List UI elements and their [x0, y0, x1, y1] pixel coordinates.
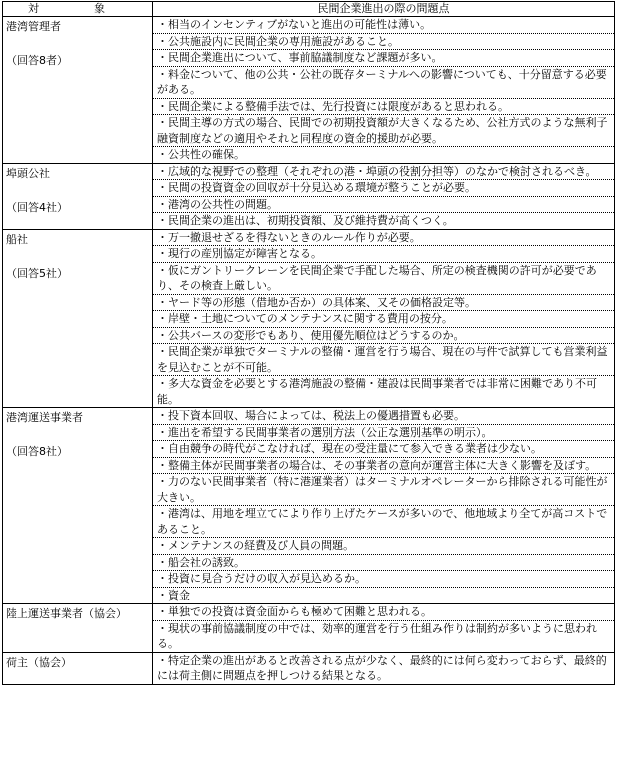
issues-cell: [153, 17, 615, 164]
issues-list: [153, 408, 614, 603]
category-cell: [3, 163, 153, 229]
table-row: [3, 163, 615, 229]
category-name: 港湾運送事業者: [6, 411, 83, 424]
issues-list: [153, 604, 614, 652]
issues-cell: [153, 163, 615, 229]
issue-item: ・ 特定企業の進出があると改善される点が少なく、最終的には何ら変わっておらず、最終的には荷主側に問題点を押しつける結果となる。: [153, 653, 614, 684]
issue-item: ・ 単独での投資は資金面からも極めて困難と思われる。: [153, 604, 614, 621]
issue-item: ・ 投資に見合うだけの収入が見込めるか。: [153, 571, 614, 588]
category-name: 埠頭公社: [6, 166, 50, 180]
table-row: [3, 604, 615, 653]
issues-list: [153, 164, 614, 229]
issue-item: ・ 現行の産別協定が障害となる。: [153, 246, 614, 263]
issue-item: ・ 船会社の誘致。: [153, 555, 614, 572]
category-cell: [3, 229, 153, 408]
issue-item: ・ 力のない民間事業者（特に港運業者）はターミナルオペレーターから排除される可能性が大きい。: [153, 474, 614, 506]
respondent-count: （回答8者）: [6, 54, 68, 67]
table-row: [3, 652, 615, 684]
issue-item: ・ 進出を希望する民間事業者の選別方法（公正な選別基準の明示）。: [153, 425, 614, 442]
header-problems: 民間企業進出の際の問題点: [153, 2, 615, 17]
issue-item: ・ 民間企業による整備手法では、先行投資には限度があると思われる。: [153, 99, 614, 116]
issue-item: ・ 民間の投資資金の回収が十分見込める環境が整うことが必要。: [153, 180, 614, 197]
issues-cell: [153, 604, 615, 653]
table-row: [3, 229, 615, 408]
issue-item: ・ 広域的な視野での整理（それぞれの港・埠頭の役割分担等）のなかで検討されるべき。: [153, 164, 614, 181]
issues-list: [153, 230, 614, 408]
issue-item: ・ 資金: [153, 588, 614, 604]
category-name: 陸上運送事業者（協会）: [6, 607, 127, 620]
issues-cell: [153, 229, 615, 408]
respondent-count: （回答4社）: [6, 200, 68, 214]
issue-item: ・ 整備主体が民間事業者の場合は、その事業者の意向が運営主体に大きく影響を及ぼす。: [153, 458, 614, 475]
category-cell: [3, 604, 153, 653]
issue-item: ・ 相当のインセンティブがないと進出の可能性は薄い。: [153, 17, 614, 34]
category-cell: [3, 408, 153, 604]
issue-item: ・ 民間企業進出について、事前脇議制度など課題が多い。: [153, 50, 614, 67]
issue-item: ・ 民間企業の進出は、初期投資額、及び維持費が高くつく。: [153, 213, 614, 229]
issue-item: ・ 港湾の公共性の問題。: [153, 197, 614, 214]
issue-item: ・ 公共施設内に民間企業の専用施設があること。: [153, 34, 614, 51]
problems-table: [2, 1, 615, 685]
category-name: 船社: [6, 232, 28, 246]
issue-item: ・ ヤード等の形態（借地か否か）の具体案、又その価格設定等。: [153, 295, 614, 312]
table-body: [3, 17, 615, 685]
issues-cell: [153, 408, 615, 604]
table-row: [3, 17, 615, 164]
category-name: 荷主（協会）: [6, 655, 72, 669]
issue-item: ・ 多大な資金を必要とする港湾施設の整備・建設は民間事業者では非常に困難であり不可能。: [153, 376, 614, 407]
issue-item: ・ 港湾は、用地を埋立てにより作り上げたケースが多いので、他地域より全てが高コストであること。: [153, 506, 614, 538]
category-name: 港湾管理者: [6, 20, 61, 33]
issue-item: ・ 公共性の確保。: [153, 147, 614, 163]
issues-list: [153, 17, 614, 163]
issue-item: ・ 投下資本回収、場合によっては、税法上の優遇措置も必要。: [153, 408, 614, 425]
issue-item: ・ 料金について、他の公共・公社の既存ターミナルへの影響についても、十分留意する必要がある。: [153, 67, 614, 99]
issue-item: ・ 仮にガントリークレーンを民間企業で手配した場合、所定の検査機関の許可が必要であり、その検査上厳しい。: [153, 263, 614, 295]
table-row: [3, 408, 615, 604]
issue-item: ・ 民間主導の方式の場合、民間での初期投資額が大きくなるため、公社方式のような無利子融資制度などの適用やそれと同程度の資金的援助が必要。: [153, 115, 614, 147]
issue-item: ・ 現状の事前協議制度の中では、効率的運営を行う仕組み作りは制約が多いように思われる。: [153, 621, 614, 652]
issue-item: ・ 民間企業が単独でターミナルの整備・運営を行う場合、現在の与件で試算しても営業利益を見込むことが不可能。: [153, 344, 614, 376]
respondent-count: （回答8社）: [6, 445, 68, 458]
category-cell: [3, 17, 153, 164]
header-row: [3, 2, 615, 17]
issue-item: ・ メンテナンスの経費及び人員の問題。: [153, 538, 614, 555]
issue-item: ・ 自由競争の時代がこなければ、現在の受注量にて参入できる業者は少ない。: [153, 441, 614, 458]
issues-list: [153, 653, 614, 684]
issue-item: ・ 万一撤退せざるを得ないときのルール作りが必要。: [153, 230, 614, 247]
issue-item: ・ 公共バースの変形でもあり、使用優先順位はどうするのか。: [153, 328, 614, 345]
header-target: 対 象: [3, 2, 153, 17]
category-cell: [3, 652, 153, 684]
issues-cell: [153, 652, 615, 684]
issue-item: ・ 岸壁・土地についてのメンテナンスに関する費用の按分。: [153, 311, 614, 328]
respondent-count: （回答5社）: [6, 266, 68, 280]
